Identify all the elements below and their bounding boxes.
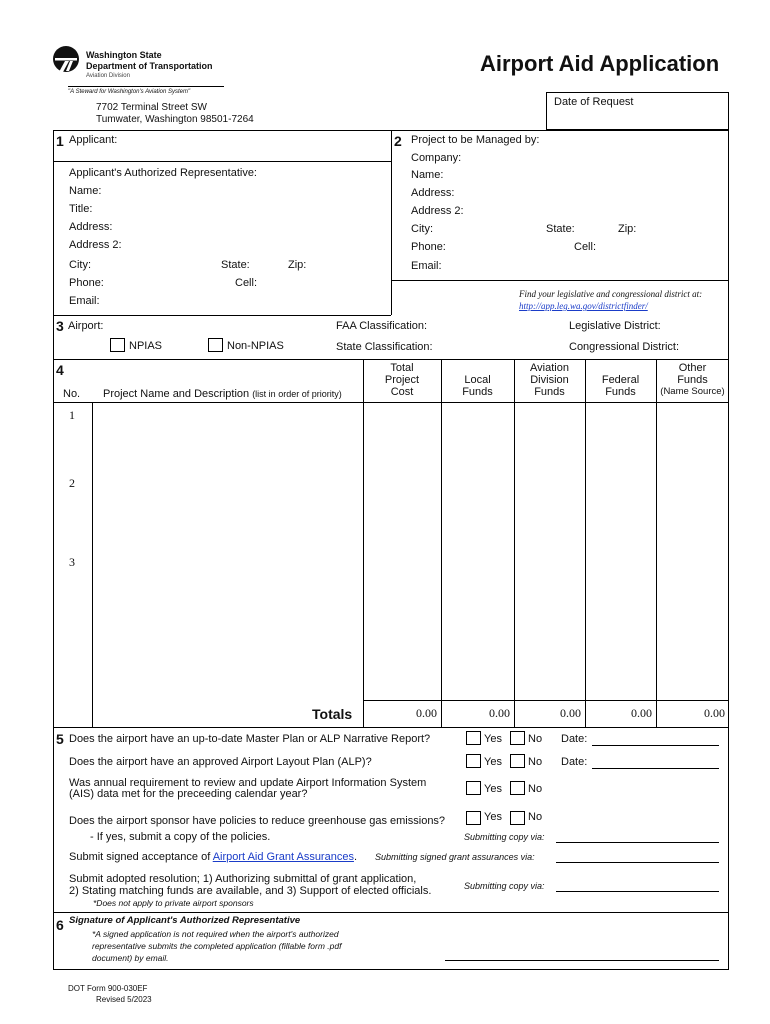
rep-label: Applicant's Authorized Representative: [69,167,257,179]
signature-title: Signature of Applicant's Authorized Representative [69,915,301,926]
resolution-note: *Does not apply to private airport sponsors [93,898,254,908]
q1-date-input[interactable] [592,745,719,746]
state-classification-label: State Classification: [336,341,433,353]
district-finder-link[interactable]: http://app.leg.wa.gov/districtfinder/ [519,301,648,311]
s1-cell-label: Cell: [235,277,258,289]
resolution-line1: Submit adopted resolution; 1) Authorizing submittal of grant application, [69,873,417,885]
form-revised: Revised 5/2023 [96,995,152,1004]
s1-state-label: State: [221,259,250,271]
no-label: No [528,756,543,768]
section3-number: 3 [56,318,64,334]
yes-label: Yes [484,783,502,795]
date-of-request-label: Date of Request [554,96,634,108]
s1-phone-label: Phone: [69,277,104,289]
npias-label: NPIAS [129,340,163,352]
s2-company-label: Company: [411,152,462,164]
s2-cell-label: Cell: [574,241,597,253]
airport-label: Airport: [68,320,104,332]
s1-city-label: City: [69,259,91,271]
org-name-line2: Department of Transportation [86,61,213,71]
no-label: No [528,783,543,795]
q3-yes-checkbox[interactable] [466,781,481,795]
section4-number: 4 [56,362,64,378]
npias-checkbox[interactable] [110,338,125,352]
s1-email-label: Email: [69,295,100,307]
s2-name-label: Name: [411,169,444,181]
q-greenhouse-note: - If yes, submit a copy of the policies. [90,831,271,843]
signature-note-line3: document) by email. [92,953,169,963]
submitting-resolution-label: Submitting copy via: [464,881,545,891]
submitting-grant-label: Submitting signed grant assurances via: [375,852,535,862]
non-npias-label: Non-NPIAS [227,340,284,352]
q4-yes-checkbox[interactable] [466,811,481,825]
q3-no-checkbox[interactable] [510,781,525,795]
signature-input[interactable] [445,960,719,961]
s2-city-label: City: [411,223,433,235]
address-line2: Tumwater, Washington 98501-7264 [96,114,254,125]
s1-title-label: Title: [69,203,93,215]
total-project-cost: 0.00 [416,706,437,720]
s1-name-label: Name: [69,185,102,197]
applicant-input[interactable] [140,134,385,148]
tagline: "A Steward for Washington's Aviation System" [68,89,191,95]
no-label: No [528,733,543,745]
submitting-resolution-input[interactable] [556,891,719,892]
org-name-line3: Aviation Division [86,73,130,79]
row-number: 2 [69,476,75,490]
s2-address-label: Address: [411,187,455,199]
managed-by-label: Project to be Managed by: [411,134,540,146]
col-federal-header: Federal Funds [601,374,640,398]
q-master-plan: Does the airport have an up-to-date Master Plan or ALP Narrative Report? [69,733,431,745]
grant-assurances-text: Submit signed acceptance of Airport Aid Grant Assurances. [69,851,358,863]
submitting-copy-input[interactable] [556,842,719,843]
org-name-line1: Washington State [86,50,162,60]
total-other-funds: 0.00 [704,706,725,720]
wsdot-logo [52,45,80,73]
s1-address2-label: Address 2: [69,239,122,251]
col-project-note: (list in order of priority) [252,389,342,399]
q-ais-line2: (AIS) data met for the preceeding calendar year? [69,788,308,800]
no-label: No [528,811,543,823]
s2-phone-label: Phone: [411,241,446,253]
signature-note-line2: representative submits the completed application (fillable form .pdf [92,941,342,951]
project-description-input[interactable] [93,403,363,699]
find-district-text: Find your legislative and congressional district at: [519,289,703,299]
q-ais-line1: Was annual requirement to review and update Airport Information System [69,777,427,789]
s2-zip-label: Zip: [618,223,637,235]
col-local-header: Local Funds [462,374,493,398]
address-line1: 7702 Terminal Street SW [96,102,207,113]
submitting-copy-label: Submitting copy via: [464,832,545,842]
q-alp: Does the airport have an approved Airport Layout Plan (ALP)? [69,756,372,768]
col-total-header: Total Project Cost [384,362,420,398]
col-project-label: Project Name and Description [103,388,250,400]
q4-no-checkbox[interactable] [510,811,525,825]
total-aviation-funds: 0.00 [560,706,581,720]
yes-label: Yes [484,733,502,745]
total-federal-funds: 0.00 [631,706,652,720]
applicant-label: Applicant: [69,134,118,146]
col-other-header: Other Funds (Name Source) [660,362,725,397]
q-greenhouse: Does the airport sponsor have policies to reduce greenhouse gas emissions? [69,815,446,827]
col-project-header [103,388,342,400]
s2-email-label: Email: [411,260,442,272]
q2-date-label: Date: [561,756,588,768]
col-aviation-header: Aviation Division Funds [530,362,569,398]
legislative-district-label: Legislative District: [569,320,661,332]
q2-date-input[interactable] [592,768,719,769]
section1-number: 1 [56,133,64,149]
q1-yes-checkbox[interactable] [466,731,481,745]
non-npias-checkbox[interactable] [208,338,223,352]
congressional-district-label: Congressional District: [569,341,680,353]
section5-number: 5 [56,731,64,747]
form-number: DOT Form 900-030EF [68,984,148,993]
submitting-grant-input[interactable] [556,862,719,863]
grant-assurances-link[interactable]: Airport Aid Grant Assurances [212,851,354,863]
q1-date-label: Date: [561,733,588,745]
s2-state-label: State: [546,223,575,235]
row-number: 1 [69,408,75,422]
s1-address-label: Address: [69,221,113,233]
resolution-line2: 2) Stating matching funds are available, and 3) Support of elected officials. [69,885,432,897]
s2-address2-label: Address 2: [411,205,464,217]
signature-note-line1: *A signed application is not required when the airport's authorized [92,929,339,939]
faa-classification-label: FAA Classification: [336,320,428,332]
col-no-header: No. [63,388,81,400]
q1-no-checkbox[interactable] [510,731,525,745]
row-number: 3 [69,555,75,569]
section6-number: 6 [56,917,64,933]
page-title: Airport Aid Application [480,51,720,76]
section2-number: 2 [394,133,402,149]
s1-zip-label: Zip: [288,259,307,271]
q2-yes-checkbox[interactable] [466,754,481,768]
totals-label: Totals [312,706,353,722]
yes-label: Yes [484,756,502,768]
q2-no-checkbox[interactable] [510,754,525,768]
total-local-funds: 0.00 [489,706,510,720]
yes-label: Yes [484,811,502,823]
wsdot-logo-icon [52,45,80,73]
